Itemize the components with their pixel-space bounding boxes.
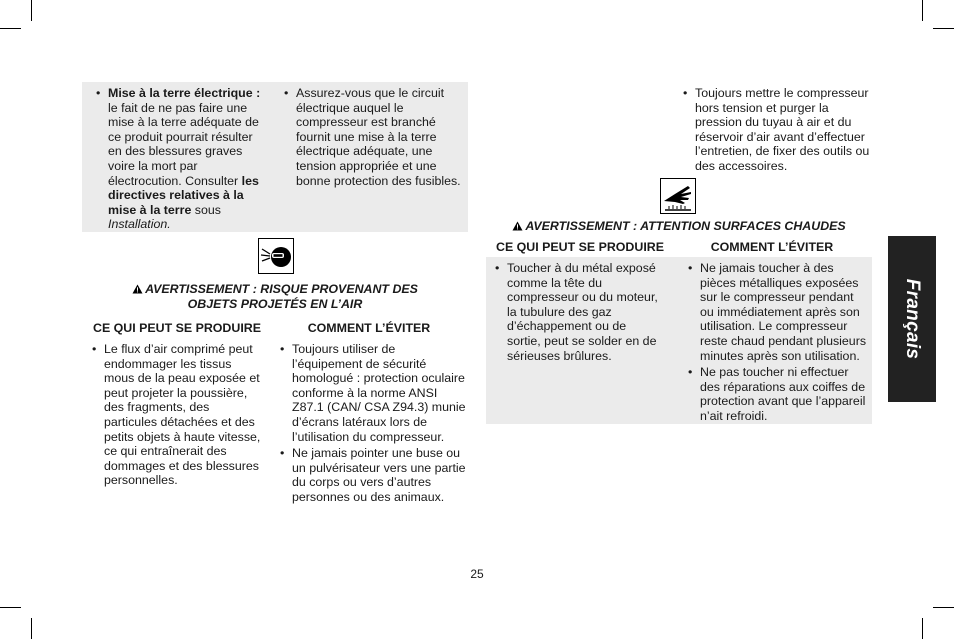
projectile-how-heading: COMMENT L’ÉVITER <box>307 321 431 335</box>
hot-how-item: • Ne pas toucher ni effectuer des réparations aux coiffes de protection avant que l’appareil n’ait refroidi. <box>686 365 866 423</box>
maintenance-column <box>681 86 871 176</box>
language-tab[interactable] <box>888 236 936 402</box>
crop-mark <box>922 0 923 21</box>
hot-what-heading: CE QUI PEUT SE PRODUIRE <box>496 240 664 254</box>
grounding-item: • Mise à la terre électrique : le fait de ne pas faire une mise à la terre adéquate de ce produit pourrait résulter en des blessures graves voire la mort par électrocution. Consulter les directives relatives à la mise à la terre sous Installation. <box>94 86 262 232</box>
grounding-column <box>94 86 262 234</box>
projectile-how-column <box>278 342 468 507</box>
hot-how-item: • Ne jamais toucher à des pièces métalliques exposées sur le compresseur pendant ou immédiatement après son utilisation. Le compresseur reste chaud pendant plusieurs minutes après son utilisation. <box>686 261 866 363</box>
projectile-how-item: • Ne jamais pointer une buse ou un pulvérisateur vers une partie du corps ou vers d’autres personnes ou des animaux. <box>278 446 468 504</box>
hot-what-item: • Toucher à du métal exposé comme la tête du compresseur ou du moteur, la tubulure des gaz d’échappement ou de sortie, peut se solder en de sérieuses brûlures. <box>493 261 663 363</box>
maintenance-item: • Toujours mettre le compresseur hors tension et purger la pression du tuyau à air et du réservoir d’air avant d’effectuer l’entretien, de fixer des outils ou des accessoires. <box>681 86 871 174</box>
crop-mark <box>31 0 32 21</box>
eye-protection-icon <box>258 238 294 274</box>
hot-surface-hand-icon <box>660 178 696 214</box>
hot-how-column <box>686 261 866 426</box>
warning-triangle-icon <box>512 221 523 231</box>
projectile-what-item: • Le flux d’air comprimé peut endommager les tissus mous de la peau exposée et peut projeter la poussière, des fragments, des particules détachées et des petits objets à haute vitesse, ce qui entraînerait des dommages et des blessures personnelles. <box>90 342 264 488</box>
projectile-what-column <box>90 342 264 490</box>
language-tab-label: Français <box>902 278 923 360</box>
hot-what-column <box>493 261 663 365</box>
crop-mark <box>0 607 21 608</box>
hot-how-heading: COMMENT L’ÉVITER <box>710 240 834 254</box>
circuit-column <box>282 86 462 190</box>
projectile-warning: AVERTISSEMENT : RISQUE PROVENANT DES OBJETS PROJETÉS EN L’AIR <box>100 282 450 312</box>
crop-mark <box>933 28 954 29</box>
warning-triangle-icon <box>132 284 143 294</box>
crop-mark <box>31 618 32 639</box>
crop-mark <box>0 28 21 29</box>
projectile-how-item: • Toujours utiliser de l’équipement de sécurité homologué : protection oculaire conforme à la norme ANSI Z87.1 (CAN/ CSA Z94.3) munie d’écrans latéraux lors de l’utilisation du compresseur. <box>278 342 468 444</box>
page-number: 25 <box>470 567 484 581</box>
circuit-item: • Assurez-vous que le circuit électrique auquel le compresseur est branché fournit une mise à la terre électrique adéquate, une tension appropriée et une bonne protection des fusibles. <box>282 86 462 188</box>
crop-mark <box>922 618 923 639</box>
hot-surface-warning: AVERTISSEMENT : ATTENTION SURFACES CHAUDES <box>486 219 872 234</box>
crop-mark <box>933 607 954 608</box>
projectile-what-heading: CE QUI PEUT SE PRODUIRE <box>93 321 261 335</box>
